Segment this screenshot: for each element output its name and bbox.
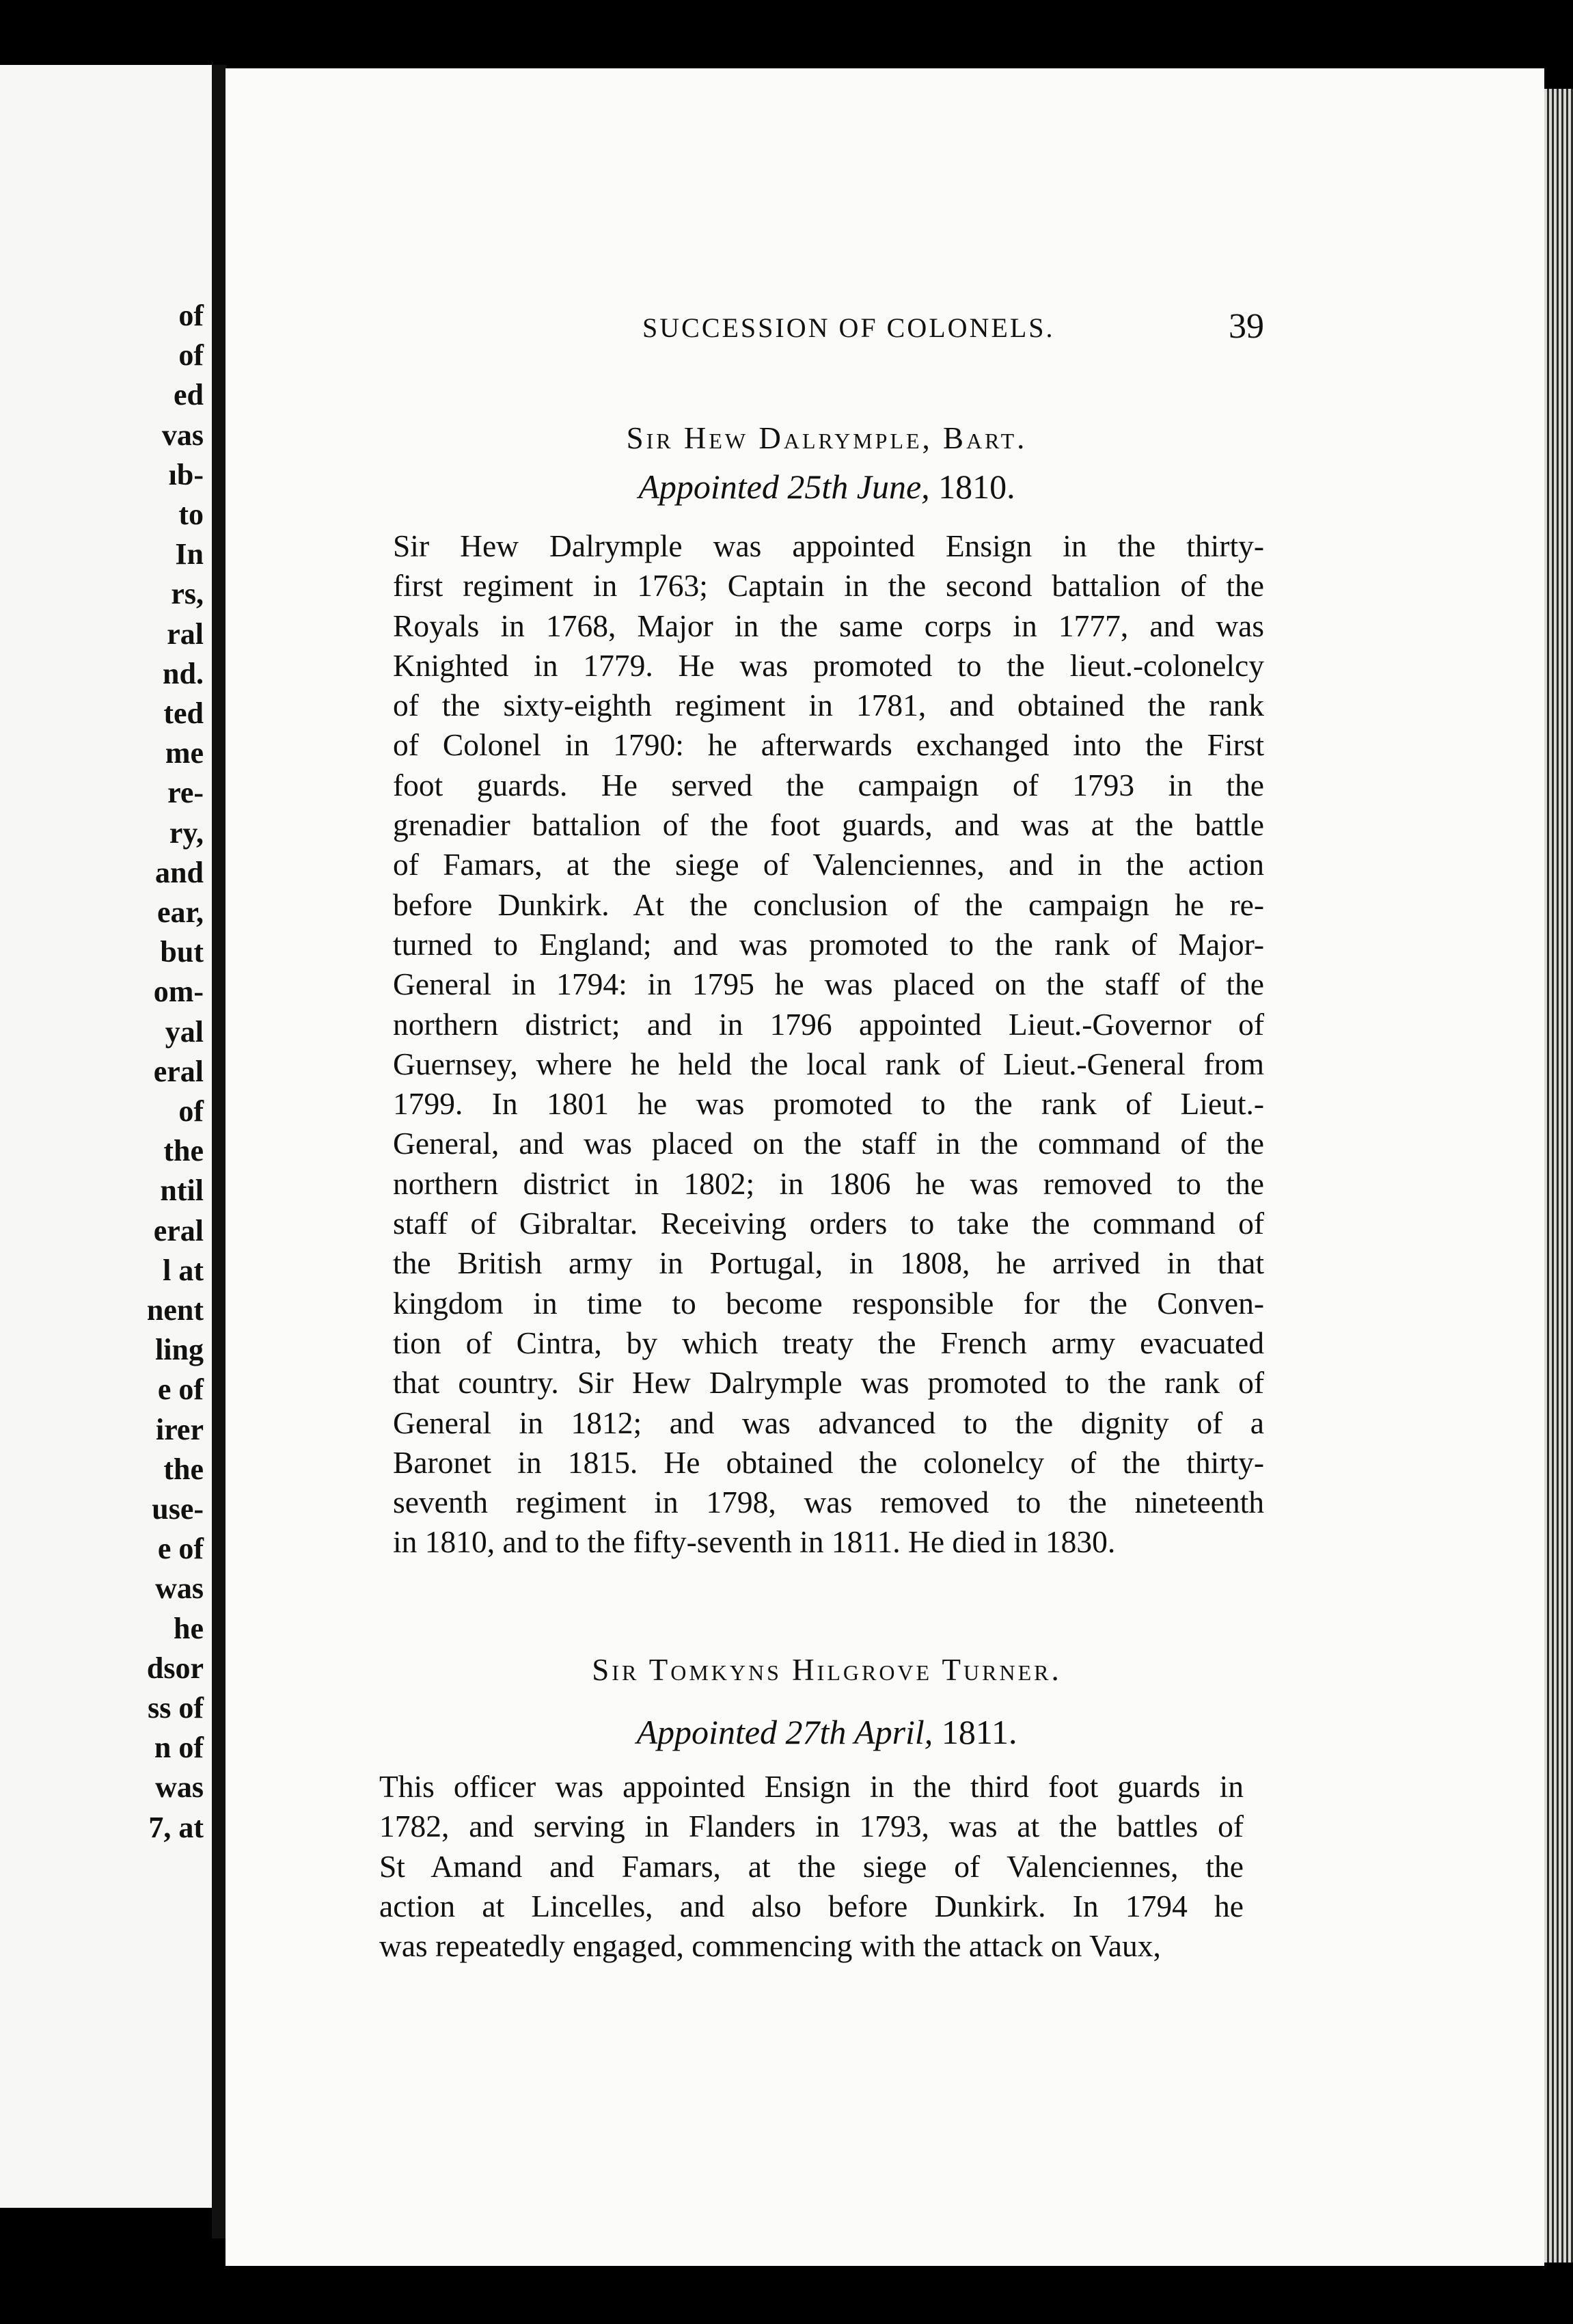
left-page-fragment: ed (174, 378, 204, 412)
left-page-fragment: ling (155, 1333, 204, 1367)
left-page-fragment: vas (161, 418, 204, 452)
text-line: Guernsey, where he held the local rank of Lieut.-General from (393, 1046, 1264, 1081)
left-page-fragment: of (178, 338, 204, 373)
left-page-fragment: the (163, 1452, 204, 1486)
left-page-fragment: of (178, 299, 204, 332)
left-page-fragment: of (178, 1094, 204, 1128)
text-line: of Famars, at the siege of Valenciennes, and in the action (393, 847, 1264, 882)
running-head-title: SUCCESSION OF COLONELS. (642, 312, 1055, 343)
left-page-fragment: irer (155, 1412, 204, 1446)
page-number: 39 (1229, 307, 1264, 346)
left-page-fragment: om- (153, 975, 204, 1009)
left-page-fragment: ral (167, 617, 204, 651)
text-line: action at Lincelles, and also before Dunkirk. In 1794 he (379, 1888, 1244, 1923)
text-line: Sir Hew Dalrymple was appointed Ensign in the thirty- (393, 528, 1264, 563)
section1-heading: Sir Hew Dalrymple, Bart. (626, 421, 1028, 455)
left-page-fragment: me (165, 736, 204, 770)
section2-appointed-year: 1811. (941, 1713, 1017, 1751)
left-page-fragment: to (178, 498, 204, 531)
left-page-fragment: ss of (148, 1691, 204, 1725)
left-facing-page (0, 65, 212, 2208)
text-line: This officer was appointed Ensign in the third foot guards in (379, 1769, 1244, 1804)
text-line: seventh regiment in 1798, was removed to the nineteenth (393, 1485, 1264, 1520)
left-page-fragment: e of (157, 1532, 204, 1566)
left-page-fragment: l at (163, 1253, 204, 1287)
left-page-fragment: eral (153, 1213, 204, 1247)
text-line: Royals in 1768, Major in the same corps in 1777, and was (393, 608, 1264, 643)
page-edges (1544, 89, 1573, 2262)
left-page-fragment: yal (165, 1014, 204, 1049)
left-page-fragment: nd. (163, 656, 204, 690)
text-line: turned to England; and was promoted to the rank of Major- (393, 926, 1264, 962)
left-page-fragment: nent (146, 1293, 204, 1327)
text-line: St Amand and Famars, at the siege of Valenciennes, the (379, 1848, 1244, 1884)
left-page-fragment: ıb- (168, 457, 204, 491)
left-page-fragment: rs, (171, 577, 204, 611)
left-page-fragment: use- (152, 1492, 204, 1526)
book-gutter (212, 65, 227, 2239)
text-line: 1799. In 1801 he was promoted to the rank of Lieut.- (393, 1086, 1264, 1122)
text-line: tion of Cintra, by which treaty the French army evacuated (393, 1325, 1264, 1360)
section2-appointed-date: Appointed 27th April, (636, 1713, 933, 1751)
left-page-fragment: was (155, 1770, 204, 1805)
text-line: before Dunkirk. At the conclusion of the campaign he re- (393, 887, 1264, 922)
left-page-fragment: ntil (160, 1174, 204, 1208)
left-page-fragment: In (175, 537, 204, 571)
text-line: foot guards. He served the campaign of 1793 in the (393, 767, 1264, 802)
text-line: that country. Sir Hew Dalrymple was promoted to the rank of (393, 1365, 1264, 1401)
section2-body (379, 1767, 1244, 1966)
text-line: 1782, and serving in Flanders in 1793, was at the battles of (379, 1809, 1244, 1844)
section1-appointed (383, 467, 1271, 506)
text-line: General in 1794: in 1795 he was placed on the staff of the (393, 967, 1264, 1002)
text-line: of the sixty-eighth regiment in 1781, and obtained the rank (393, 688, 1264, 723)
text-line: staff of Gibraltar. Receiving orders to take the command of (393, 1206, 1264, 1241)
text-line: Baronet in 1815. He obtained the colonelcy of the thirty- (393, 1444, 1264, 1480)
text-line: was repeatedly engaged, commencing with the attack on Vaux, (379, 1928, 1161, 1964)
left-page-fragment: n of (154, 1731, 204, 1765)
left-page-fragment: and (155, 855, 204, 889)
text-line: General in 1812; and was advanced to the dignity of a (393, 1405, 1264, 1440)
section2-heading: Sir Tomkyns Hilgrove Turner. (592, 1653, 1062, 1687)
text-line: the British army in Portugal, in 1808, he arrived in that (393, 1245, 1264, 1281)
section1-appointed-year: 1810. (938, 468, 1015, 506)
text-line: kingdom in time to become responsible for the Conven- (393, 1285, 1264, 1321)
left-page-fragment: e of (157, 1373, 204, 1407)
section2-appointed (383, 1712, 1271, 1752)
left-page-fragment: but (160, 935, 204, 969)
text-line: first regiment in 1763; Captain in the second battalion of the (393, 568, 1264, 604)
left-page-fragment: dsor (146, 1651, 204, 1685)
left-page-fragment: he (174, 1611, 204, 1645)
left-page-fragment: was (155, 1571, 204, 1606)
left-page-fragment: ted (163, 697, 204, 730)
left-page-fragment: 7, at (148, 1810, 204, 1844)
left-page-fragment: re- (167, 776, 204, 810)
text-line: General, and was placed on the staff in the command of the (393, 1126, 1264, 1161)
text-line: northern district in 1802; in 1806 he was removed to the (393, 1165, 1264, 1201)
text-line: of Colonel in 1790: he afterwards exchanged into the First (393, 727, 1264, 763)
left-page-fragment: ry, (169, 815, 204, 850)
left-page-fragment: ear, (156, 895, 204, 929)
running-head (642, 306, 1264, 347)
text-line: grenadier battalion of the foot guards, and was at the battle (393, 807, 1264, 843)
text-line: Knighted in 1779. He was promoted to the lieut.-colonelcy (393, 647, 1264, 683)
left-page-fragment: eral (153, 1054, 204, 1088)
section1-body (393, 526, 1264, 1563)
text-line: in 1810, and to the fifty-seventh in 1811. He died in 1830. (393, 1524, 1116, 1560)
section1-appointed-date: Appointed 25th June, (638, 468, 930, 506)
text-line: northern district; and in 1796 appointed Lieut.-Governor of (393, 1006, 1264, 1042)
left-page-fragment: the (163, 1134, 204, 1168)
